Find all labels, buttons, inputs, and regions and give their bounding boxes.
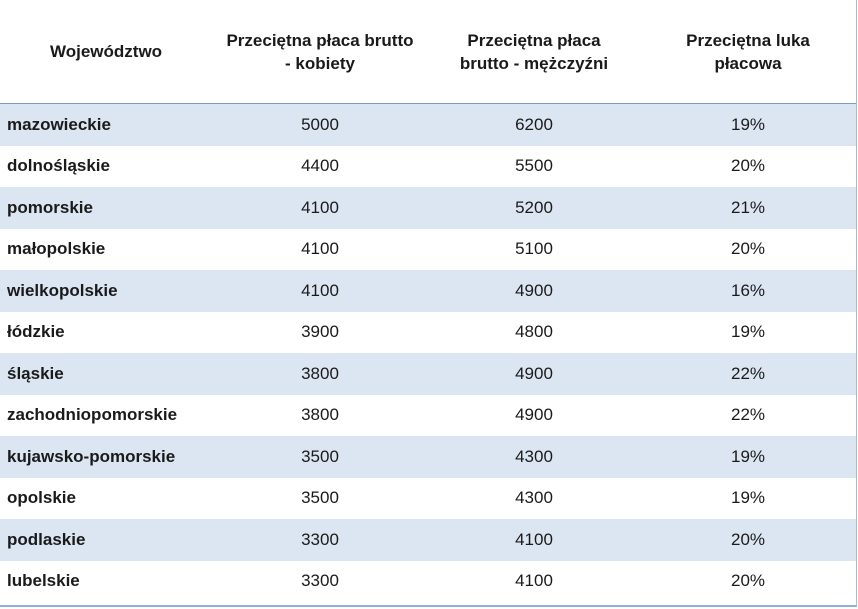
cell-wage-gap: 20% [640, 146, 856, 188]
cell-wage-gap: 20% [640, 519, 856, 561]
table-row [0, 436, 856, 478]
cell-women-wage: 4100 [212, 229, 428, 271]
table-row [0, 478, 856, 520]
cell-men-wage: 4900 [428, 270, 640, 312]
cell-wage-gap: 16% [640, 270, 856, 312]
header-women-wage: Przeciętna płaca brutto - kobiety [212, 0, 428, 104]
cell-region: kujawsko-pomorskie [0, 436, 212, 478]
cell-region: mazowieckie [0, 104, 212, 146]
cell-region: dolnośląskie [0, 146, 212, 188]
cell-women-wage: 3500 [212, 436, 428, 478]
cell-region: śląskie [0, 353, 212, 395]
cell-men-wage: 4900 [428, 353, 640, 395]
cell-region: pomorskie [0, 187, 212, 229]
cell-women-wage: 4100 [212, 187, 428, 229]
cell-men-wage: 5500 [428, 146, 640, 188]
table-row [0, 312, 856, 354]
cell-region: łódzkie [0, 312, 212, 354]
table-row [0, 187, 856, 229]
cell-men-wage: 5200 [428, 187, 640, 229]
table-row [0, 104, 856, 146]
cell-wage-gap: 19% [640, 104, 856, 146]
cell-women-wage: 3800 [212, 395, 428, 437]
table-row [0, 395, 856, 437]
table-body [0, 104, 856, 603]
cell-men-wage: 5100 [428, 229, 640, 271]
cell-women-wage: 3900 [212, 312, 428, 354]
cell-women-wage: 4100 [212, 270, 428, 312]
cell-wage-gap: 22% [640, 395, 856, 437]
cell-region: zachodniopomorskie [0, 395, 212, 437]
cell-wage-gap: 19% [640, 436, 856, 478]
cell-men-wage: 4900 [428, 395, 640, 437]
cell-women-wage: 3800 [212, 353, 428, 395]
cell-women-wage: 3300 [212, 519, 428, 561]
cell-women-wage: 5000 [212, 104, 428, 146]
cell-region: wielkopolskie [0, 270, 212, 312]
table-row [0, 146, 856, 188]
cell-wage-gap: 21% [640, 187, 856, 229]
header-row [0, 0, 856, 104]
cell-men-wage: 4300 [428, 436, 640, 478]
cell-women-wage: 4400 [212, 146, 428, 188]
cell-women-wage: 3300 [212, 561, 428, 603]
cell-men-wage: 6200 [428, 104, 640, 146]
cell-men-wage: 4800 [428, 312, 640, 354]
table-row [0, 229, 856, 271]
cell-men-wage: 4100 [428, 519, 640, 561]
cell-wage-gap: 20% [640, 229, 856, 271]
cell-wage-gap: 19% [640, 312, 856, 354]
cell-region: małopolskie [0, 229, 212, 271]
table-row [0, 519, 856, 561]
cell-men-wage: 4300 [428, 478, 640, 520]
cell-wage-gap: 20% [640, 561, 856, 603]
header-region: Województwo [0, 0, 212, 104]
table-row [0, 270, 856, 312]
cell-region: podlaskie [0, 519, 212, 561]
header-wage-gap: Przeciętna luka płacowa [640, 0, 856, 104]
cell-region: lubelskie [0, 561, 212, 603]
table-row [0, 561, 856, 603]
cell-women-wage: 3500 [212, 478, 428, 520]
table-row [0, 353, 856, 395]
cell-wage-gap: 22% [640, 353, 856, 395]
cell-region: opolskie [0, 478, 212, 520]
cell-men-wage: 4100 [428, 561, 640, 603]
header-men-wage: Przeciętna płaca brutto - mężczyźni [428, 0, 640, 104]
cell-wage-gap: 19% [640, 478, 856, 520]
